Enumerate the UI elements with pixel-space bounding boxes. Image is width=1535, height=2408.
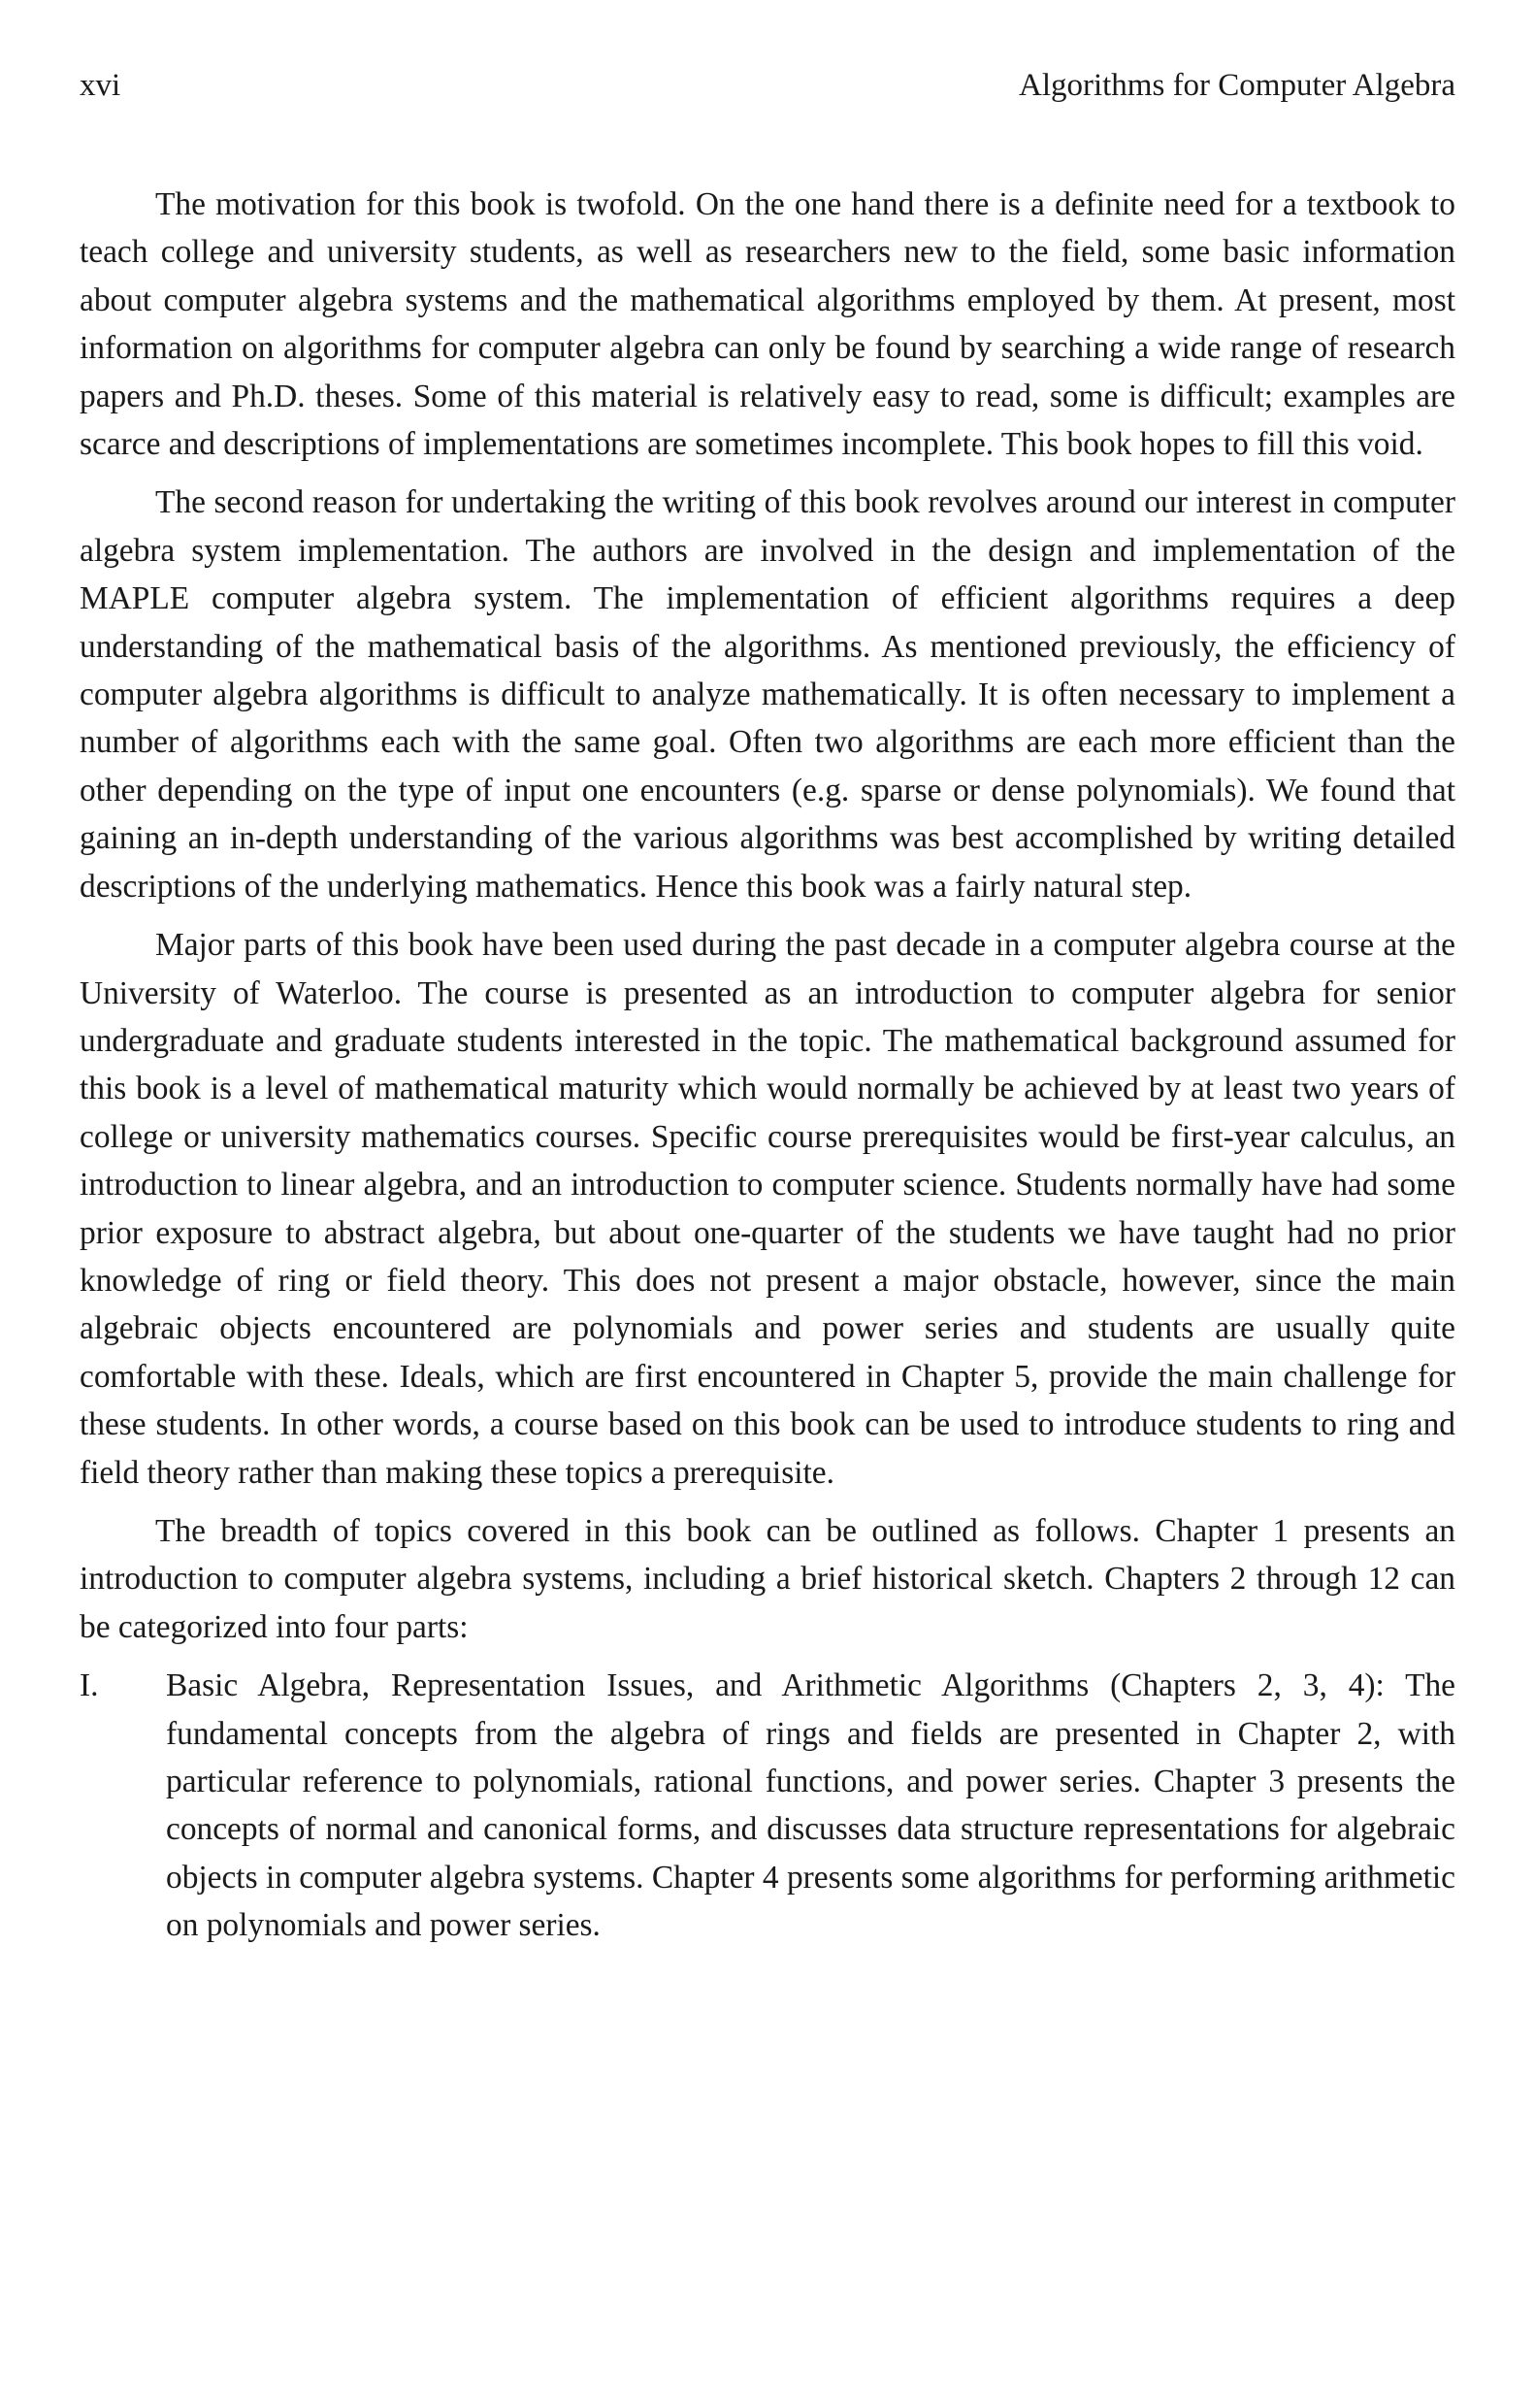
paragraph-second-reason: The second reason for undertaking the writing of this book revolves around our interest in computer algebra system implementation. The authors are involved in the design and implementation of the MAPLE computer algebra system. The implementation of efficient algorithms requires a deep understanding of the mathematical basis of the algorithms. As mentioned previously, the efficiency of computer algebra algorithms is difficult to analyze mathematically. It is often necessary to implement a number of algorithms each with the same goal. Often two algorithms are each more efficient than the other depending on the type of input one encounters (e.g. sparse or dense polynomials). We found that gaining an in-depth understanding of the various algorithms was best accomplished by writing detailed descriptions of the underlying mathematics. Hence this book was a fairly natural step. <box>80 484 1455 905</box>
list-item <box>80 1662 1455 1949</box>
list-item-marker: I. <box>80 1667 99 1704</box>
running-title: Algorithms for Computer Algebra <box>1018 68 1455 103</box>
list-item-text: Basic Algebra, Representation Issues, and Arithmetic Algorithms (Chapters 2, 3, 4): The fundamental concepts from the algebra of rings and fields are presented in Chapter 2, with particular reference to polynomials, rational functions, and power series. Chapter 3 presents the concepts of normal and canonical forms, and discusses data structure representations for algebraic objects in computer algebra systems. Chapter 4 presents some algorithms for performing arithmetic on polynomials and power series. <box>166 1667 1455 1944</box>
page-number: xvi <box>80 68 121 103</box>
paragraph-breadth-of-topics: The breadth of topics covered in this book can be outlined as follows. Chapter 1 presents an introduction to computer algebra systems, including a brief historical sketch. Chapters 2 through 12 can be categorized into four parts: <box>80 1512 1455 1645</box>
running-head <box>80 64 1455 107</box>
paragraph-course-use: Major parts of this book have been used during the past decade in a computer algebra course at the University of Waterloo. The course is presented as an introduction to computer algebra for senior undergraduate and graduate students interested in the topic. The mathematical background assumed for this book is a level of mathematical maturity which would normally be achieved by at least two years of college or university mathematics courses. Specific course prerequisites would be first-year calculus, an introduction to linear algebra, and an introduction to computer science. Students normally have had some prior exposure to abstract algebra, but about one-quarter of the students we have taught had no prior knowledge of ring or field theory. This does not present a major obstacle, however, since the main algebraic objects encountered are polynomials and power series and students are usually quite comfortable with these. Ideals, which are first encountered in Chapter 5, provide the main challenge for these students. In other words, a course based on this book can be used to introduce students to ring and field theory rather than making these topics a prerequisite. <box>80 927 1455 1491</box>
paragraph-motivation: The motivation for this book is twofold. On the one hand there is a definite need for a textbook to teach college and university students, as well as researchers new to the field, some basic information about computer algebra systems and the mathematical algorithms employed by them. At present, most information on algorithms for computer algebra can only be found by searching a wide range of research papers and Ph.D. theses. Some of this material is relatively easy to read, some is difficult; examples are scarce and descriptions of implementations are sometimes incomplete. This book hopes to fill this void. <box>80 186 1455 463</box>
body-text <box>80 181 1455 1950</box>
